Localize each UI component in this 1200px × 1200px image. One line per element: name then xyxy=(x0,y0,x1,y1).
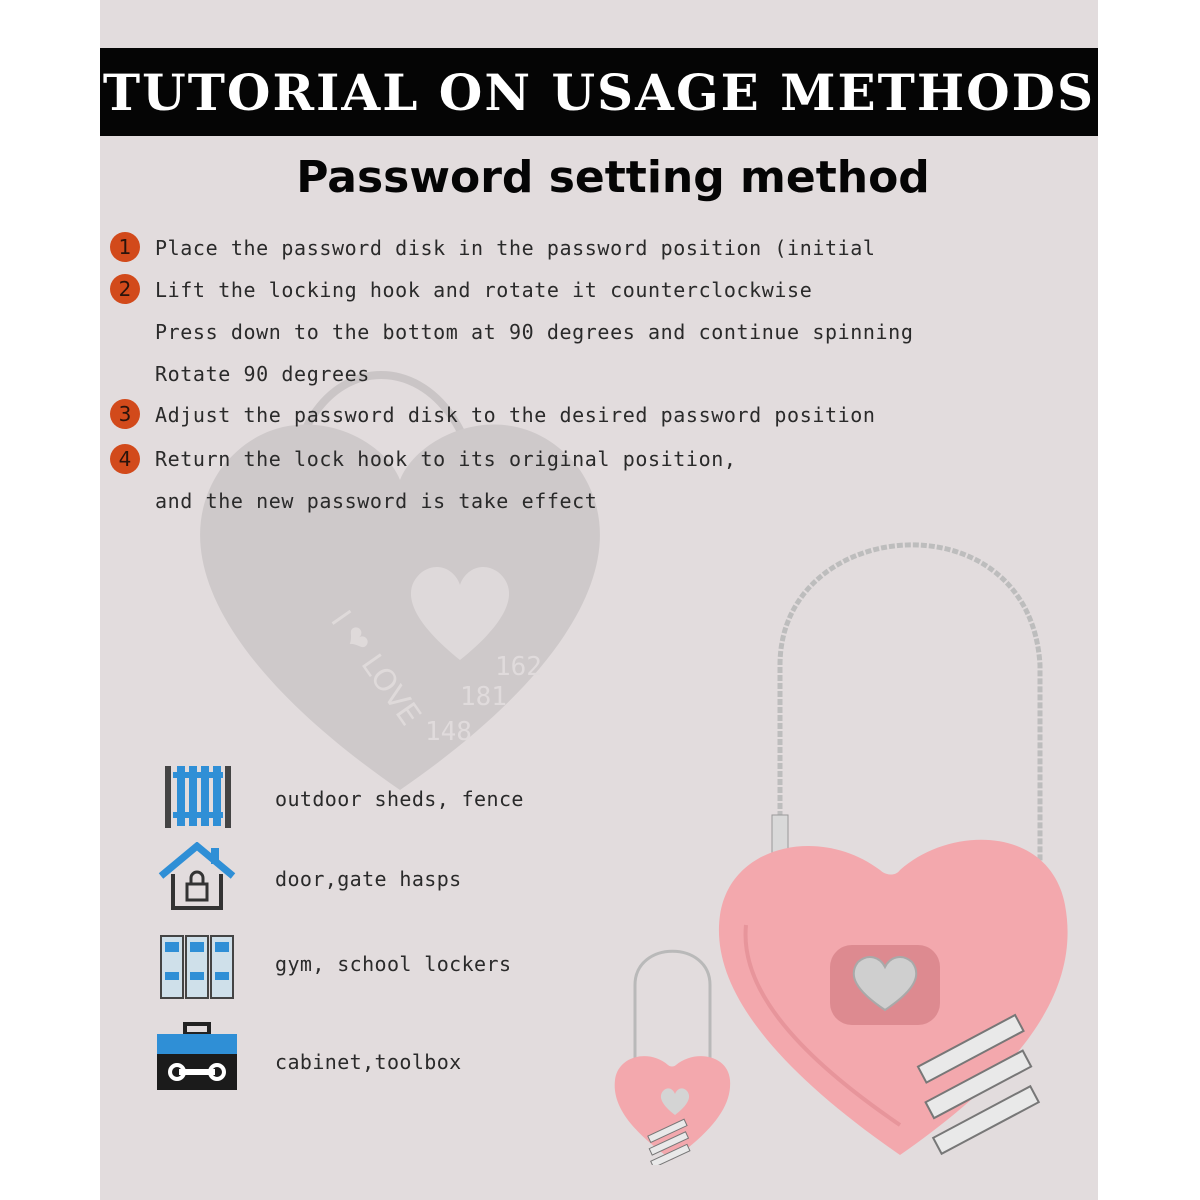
use-label-fence: outdoor sheds, fence xyxy=(275,787,524,811)
step-badge-3: 3 xyxy=(110,399,140,429)
heart-lock-small-image xyxy=(610,945,735,1165)
step-4-line-1: Return the lock hook to its original position, xyxy=(155,447,737,471)
ghost-love-text: I ❤ LOVE xyxy=(323,604,428,733)
banner-title: TUTORIAL ON USAGE METHODS xyxy=(102,62,1096,122)
step-badge-4: 4 xyxy=(110,444,140,474)
step-2-line-1: Lift the locking hook and rotate it counterclockwise xyxy=(155,278,813,302)
section-title: Password setting method xyxy=(296,152,930,203)
lockers-icon xyxy=(155,932,239,1002)
ghost-digits-3: 148 xyxy=(425,717,472,747)
step-2-line-3: Rotate 90 degrees xyxy=(155,362,370,386)
ghost-digits-2: 181 xyxy=(460,682,507,712)
use-label-lockers: gym, school lockers xyxy=(275,952,512,976)
toolbox-icon xyxy=(155,1022,239,1092)
step-badge-1: 1 xyxy=(110,232,140,262)
use-label-door: door,gate hasps xyxy=(275,867,462,891)
step-2-line-2: Press down to the bottom at 90 degrees and continue spinning xyxy=(155,320,914,344)
heart-lock-large-image xyxy=(710,525,1090,1165)
step-4-line-2: and the new password is take effect xyxy=(155,489,598,513)
step-1-line-1: Place the password disk in the password position (initial xyxy=(155,236,876,260)
house-lock-icon xyxy=(155,842,239,912)
title-banner xyxy=(100,48,1098,136)
use-label-toolbox: cabinet,toolbox xyxy=(275,1050,462,1074)
fence-icon xyxy=(155,762,239,832)
step-badge-2: 2 xyxy=(110,274,140,304)
step-3-line-1: Adjust the password disk to the desired password position xyxy=(155,403,876,427)
page-panel xyxy=(100,0,1098,1200)
ghost-digits-1: 162 xyxy=(495,652,542,682)
